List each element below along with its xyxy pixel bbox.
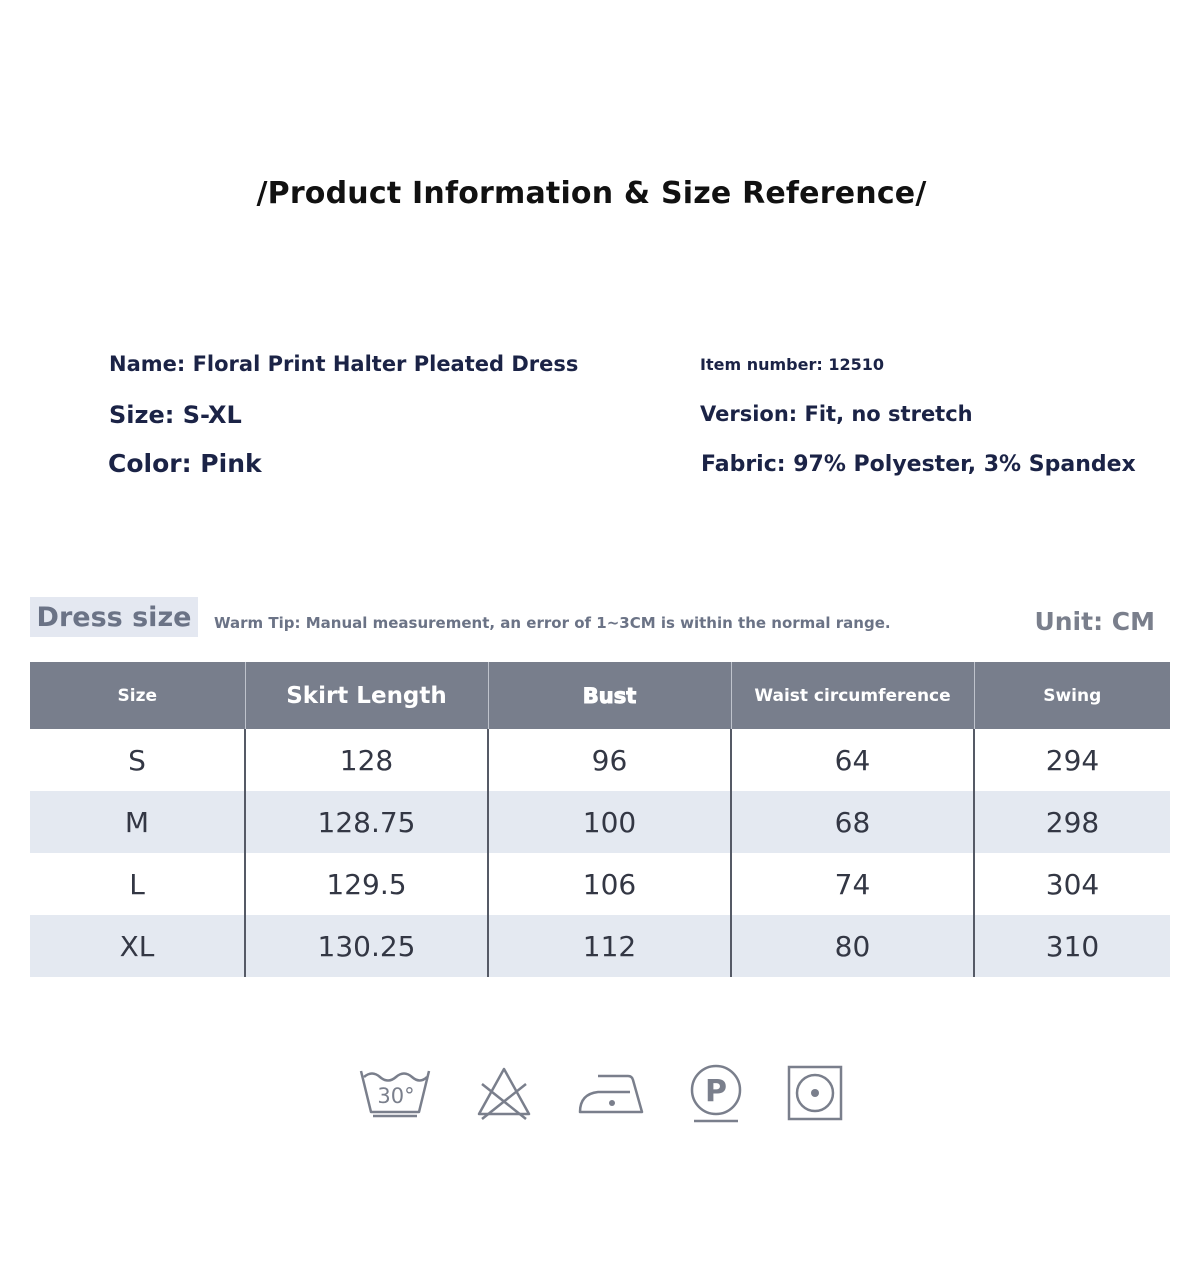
table-header-row [30, 662, 1170, 729]
unit-label: Unit: CM [1034, 607, 1155, 636]
cell-skirt-length: 130.25 [245, 915, 488, 977]
cell-bust: 106 [488, 853, 731, 915]
cell-swing: 298 [974, 791, 1170, 853]
cell-waist: 80 [731, 915, 974, 977]
cell-size: S [128, 743, 146, 777]
cell-bust: 96 [488, 729, 731, 791]
product-color: Color: Pink [108, 449, 262, 478]
item-number: Item number: 12510 [700, 355, 884, 374]
cell-waist: 64 [731, 729, 974, 791]
product-name: Name: Floral Print Halter Pleated Dress [109, 352, 579, 376]
product-fabric: Fabric: 97% Polyester, 3% Spandex [701, 452, 1136, 477]
cell-size: M [30, 791, 245, 853]
table-row [30, 915, 1170, 977]
cell-waist: 68 [731, 791, 974, 853]
dress-size-label: Dress size [30, 597, 198, 637]
warm-tip: Warm Tip: Manual measurement, an error of 1~3CM is within the normal range. [214, 614, 891, 632]
iron-low-icon [576, 1064, 646, 1120]
table-row [30, 729, 1170, 791]
table-row [30, 853, 1170, 915]
header-waist: Waist circumference [731, 662, 974, 729]
cell-bust: 112 [488, 915, 731, 977]
cell-skirt-length: 128 [245, 729, 488, 791]
svg-text:30°: 30° [377, 1084, 415, 1108]
product-version: Version: Fit, no stretch [700, 402, 973, 426]
cell-waist: 74 [731, 853, 974, 915]
header-bust: Bust [488, 662, 731, 729]
cell-size: L [129, 867, 145, 901]
product-size-range: Size: S-XL [109, 401, 242, 429]
cell-swing: 304 [974, 853, 1170, 915]
table-row [30, 791, 1170, 853]
size-table [30, 662, 1170, 977]
tumble-dry-icon [786, 1064, 844, 1122]
dry-clean-p-icon [688, 1064, 744, 1124]
cell-skirt-length: 128.75 [245, 791, 488, 853]
cell-size: XL [30, 915, 245, 977]
svg-text:P: P [705, 1074, 727, 1109]
header-skirt-length: Skirt Length [245, 662, 488, 729]
wash-30-icon [358, 1064, 432, 1120]
cell-skirt-length: 129.5 [245, 853, 488, 915]
header-swing: Swing [974, 662, 1170, 729]
page-title: /Product Information & Size Reference/ [256, 176, 927, 211]
header-size: Size [30, 662, 245, 729]
no-bleach-icon [474, 1064, 534, 1122]
cell-bust: 100 [488, 791, 731, 853]
cell-swing: 310 [974, 915, 1170, 977]
cell-swing: 294 [974, 729, 1170, 791]
